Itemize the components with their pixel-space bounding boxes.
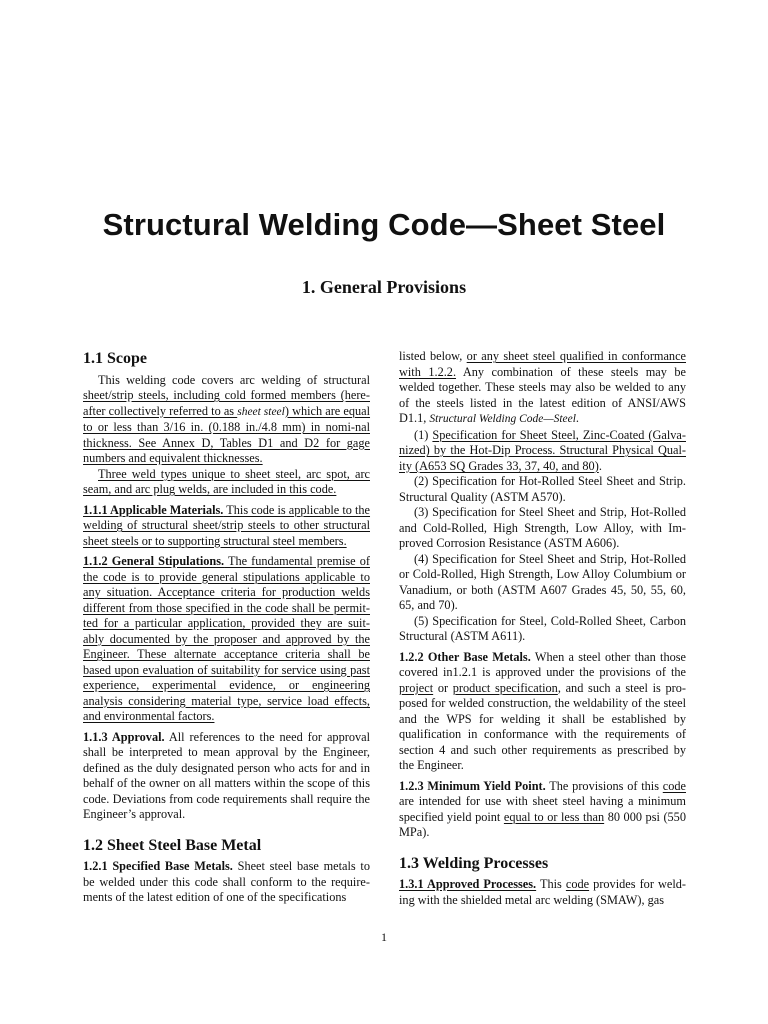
subsection-1-1-2 bbox=[83, 554, 370, 725]
text-run: The provisions of this bbox=[545, 778, 663, 793]
text-run: listed below, bbox=[399, 349, 467, 363]
text-run-underlined: code bbox=[662, 778, 686, 793]
specification-item-3: (3) Specification for Steel Sheet and Strip, Hot-Rolled and Cold-Rolled, High Strength, Low Alloy, with Im-proved Corrosion Resistance (ASTM A606). bbox=[399, 505, 686, 550]
text-run: . bbox=[575, 411, 579, 425]
subsection-1-1-1 bbox=[83, 503, 370, 550]
text-run: . bbox=[598, 458, 602, 473]
text-run: 80 000 psi (550 MPa). bbox=[399, 809, 686, 839]
scope-text-c: ) which are equal to or less than 3/16 in. (0.188 in./4.8 mm) in nomi-nal thickness. See Annex D, Tables D1 and D2 for gage numbers and equivalent thicknesses. bbox=[83, 403, 371, 465]
chapter-title: 1. General Provisions bbox=[301, 277, 467, 297]
text-run: or bbox=[433, 680, 453, 695]
text-run-underlined: project bbox=[399, 680, 434, 695]
subsection-heading: 1.2.1 Specified Base Metals. bbox=[83, 859, 233, 873]
subsection-body: This code is applicable to the welding of structural sheet/strip steels to other structural sheet steels or to supporting structural steel members. bbox=[83, 502, 371, 548]
text-run: , and such a steel is pro-posed for welded construction, the weldability of the steel and the WPS for welding it shall be established by qualification in conformance with the requirements of section 4 and such other requirements as prescribed by the Engineer. bbox=[399, 680, 686, 772]
text-run-underlined: Specification for Sheet Steel, Zinc-Coated (Galva-nized) by the Hot-Dip Process. Structural Physical Qual-ity (A653 SQ Grades 33, 37, 40, and 80) bbox=[399, 427, 686, 473]
subsection-1-2-2 bbox=[399, 650, 686, 774]
scope-paragraph-1 bbox=[83, 373, 370, 467]
text-run-underlined: code bbox=[565, 877, 590, 891]
section-heading-base-metal: 1.2 Sheet Steel Base Metal bbox=[83, 836, 262, 854]
subsection-heading: 1.3.1 Approved Processes. bbox=[399, 877, 537, 891]
left-column bbox=[83, 344, 370, 906]
specification-item-4: (4) Specification for Steel Sheet and Strip, Hot-Rolled or Cold-Rolled, High Strength, Low Alloy Columbium or Vanadium, or both (ASTM A607 Grades 45, 50, 55, 60, 65, and 70). bbox=[399, 551, 686, 612]
specification-item-5: (5) Specification for Steel, Cold-Rolled Sheet, Carbon Structural (ASTM A611). bbox=[399, 613, 686, 643]
text-run: (1) bbox=[414, 427, 433, 442]
text-run-underlined: or any sheet steel qualified in conformance with 1.2.2. bbox=[399, 349, 686, 379]
subsection-heading: 1.1.1 Applicable Materials. bbox=[83, 502, 224, 517]
specification-item-1 bbox=[399, 428, 686, 475]
section-heading-scope: 1.1 Scope bbox=[83, 350, 147, 367]
scope-paragraph-2 bbox=[83, 467, 370, 498]
subsection-heading: 1.2.3 Minimum Yield Point. bbox=[399, 778, 546, 793]
scope-emphasis: sheet steel bbox=[237, 405, 285, 418]
text-run: Any combination of these steels may be welded together. These steels may also be welded to any of the steels listed in the latest edition of ANSI/AWS D1.1, bbox=[399, 364, 686, 425]
subsection-body: All references to the need for approval shall be interpreted to mean approval by the Engineer, defined as the duly designated person who acts for and in behalf of the owner on all matters within the scope of this code. Deviations from code requirements shall require the Engineer’s approval. bbox=[83, 729, 370, 821]
subsection-heading: 1.2.2 Other Base Metals. bbox=[399, 649, 531, 664]
scope-text-2: Three weld types unique to sheet steel, arc spot, arc seam, and arc plug welds, are included in this code. bbox=[83, 466, 370, 496]
text-run: This bbox=[536, 877, 566, 891]
scope-text-b: sheet/strip steels, including cold formed members (here-after collectively referred to as bbox=[83, 388, 370, 418]
subsection-1-2-1 bbox=[83, 859, 370, 906]
section-heading-welding-processes: 1.3 Welding Processes bbox=[399, 854, 549, 872]
subsection-heading: 1.1.2 General Stipulations. bbox=[83, 554, 225, 568]
subsection-1-3-1 bbox=[399, 877, 686, 908]
reference-title: Structural Welding Code—Steel bbox=[429, 413, 576, 425]
document-title: Structural Welding Code—Sheet Steel bbox=[102, 207, 666, 242]
subsection-body: The fundamental premise of the code is to provide general stipulations applicable to any situation. Acceptance criteria for production welds different from those specified in the code shall be permit-ted for a particular application, provided they are suit-ably documented by the proposer and approved by the Engineer. These alternate acceptance criteria shall be based upon evaluation of suitability for service using past experience, experimental evidence, or engineering analysis considering material type, service load effects, and environmental factors. bbox=[83, 554, 370, 723]
text-run-underlined: product specification bbox=[452, 680, 558, 695]
page-number: 1 bbox=[381, 930, 387, 944]
subsection-1-2-3 bbox=[399, 779, 686, 841]
text-run-underlined: equal to or less than bbox=[503, 809, 605, 824]
right-column bbox=[399, 349, 686, 908]
subsection-1-1-3 bbox=[83, 730, 370, 823]
text-run: are intended for use with sheet steel having a minimum specified yield point bbox=[399, 794, 686, 824]
scope-text-a: This welding code covers arc welding of structural bbox=[98, 372, 370, 387]
text-run: provides for weld-ing with the shielded metal arc welding (SMAW), gas bbox=[399, 877, 686, 907]
specification-item-2: (2) Specification for Hot-Rolled Steel Sheet and Strip. Structural Quality (ASTM A570). bbox=[399, 474, 686, 504]
text-run: When a steel other than those covered in1.2.1 is approved under the provisions of the bbox=[399, 649, 686, 679]
subsection-body: Sheet steel base metals to be welded under this code shall conform to the require-ments of the latest edition of one of the specifications bbox=[83, 859, 370, 904]
specifications-intro bbox=[399, 349, 686, 428]
subsection-heading: 1.1.3 Approval. bbox=[83, 729, 165, 744]
